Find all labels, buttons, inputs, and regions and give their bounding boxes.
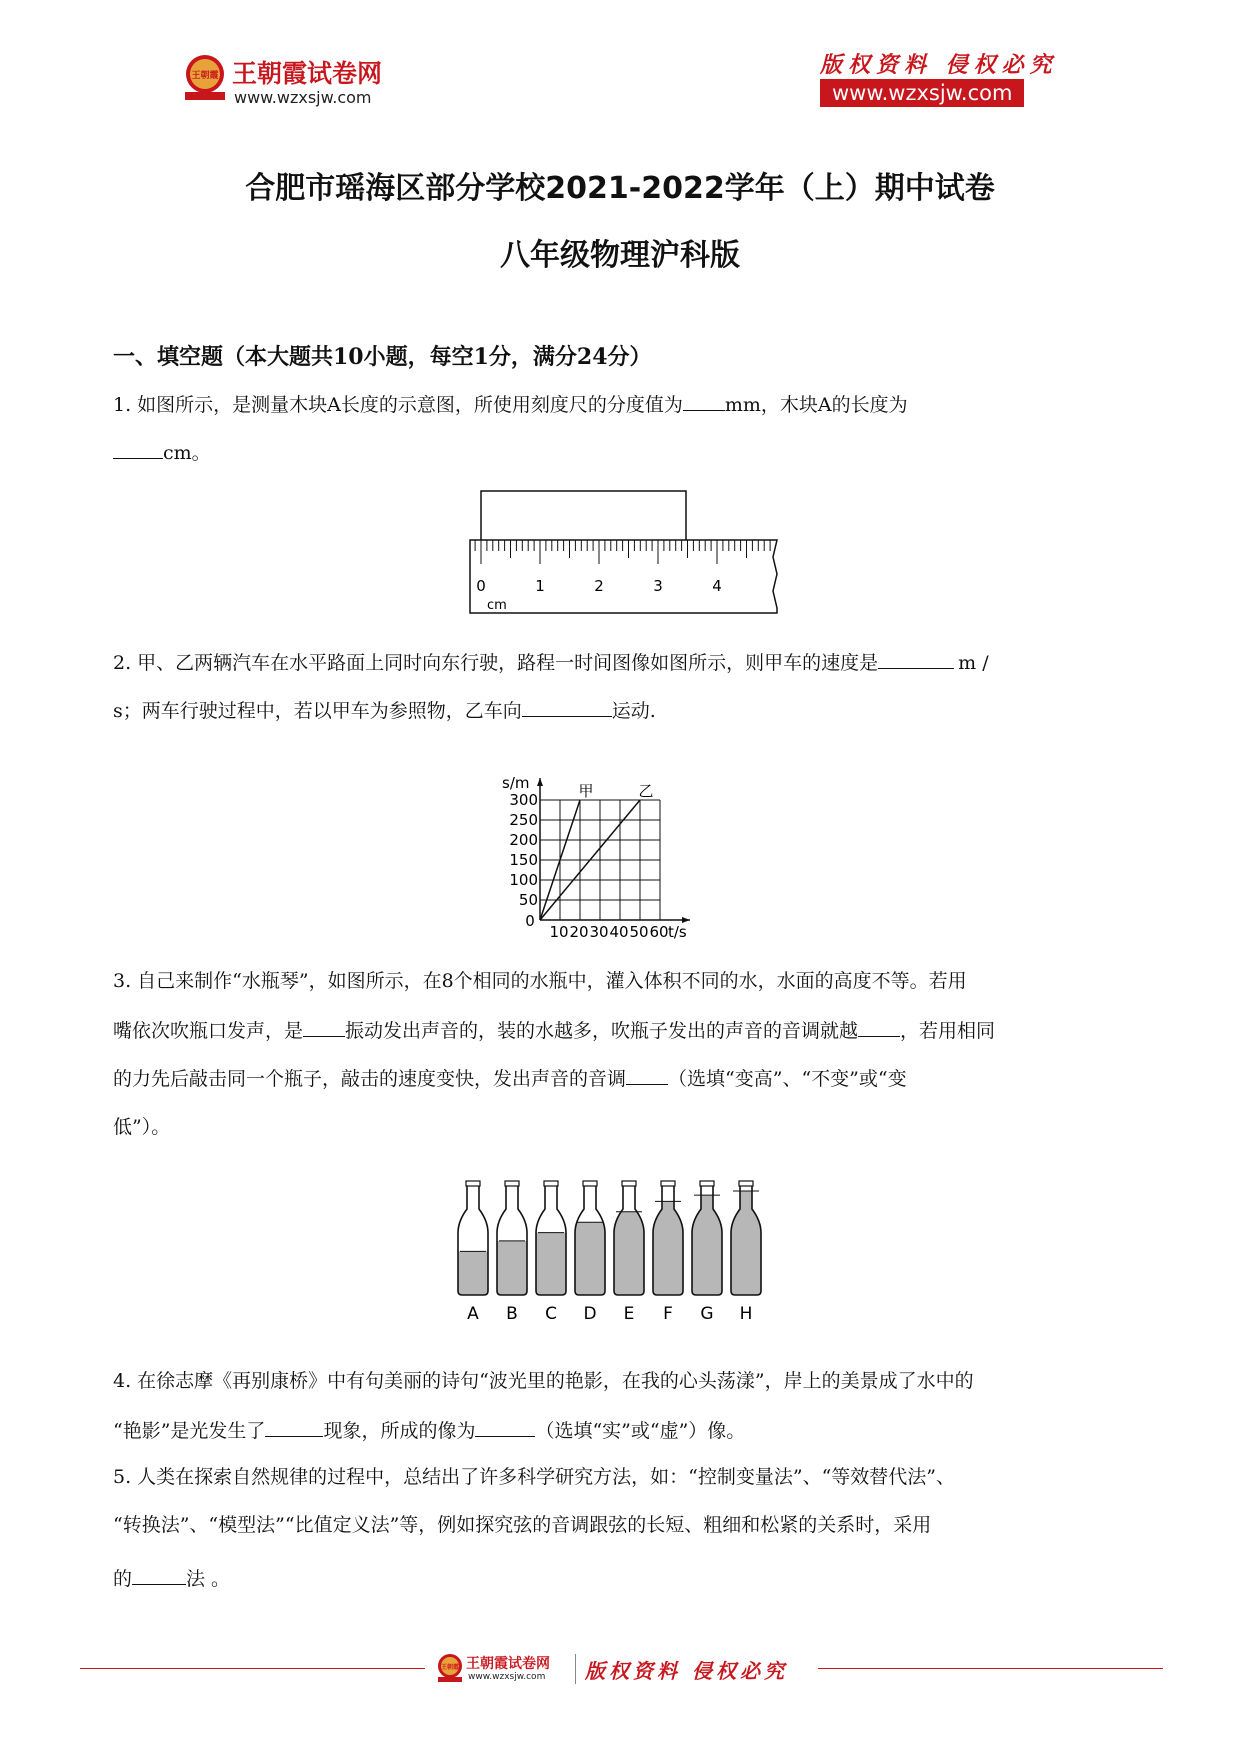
bottle-label: C	[545, 1304, 557, 1324]
distance-time-chart	[495, 748, 735, 948]
x-tick-label: 40	[609, 923, 629, 941]
wood-block-a	[481, 491, 686, 543]
bottle-C	[536, 1181, 566, 1324]
footer-rule-right	[818, 1668, 1163, 1669]
bottle-cap-rim	[505, 1181, 519, 1186]
y-tick-label: 200	[509, 831, 538, 849]
q3-text-a: 3. 自己来制作“水瓶琴”，如图所示，在8个相同的水瓶中，灌入体积不同的水，水面的高度不等。若用	[113, 970, 967, 992]
bottle-label: H	[739, 1304, 753, 1324]
footer-copyright: 版权资料 侵权必究	[585, 1659, 788, 1683]
q4-blank-2[interactable]	[475, 1418, 535, 1437]
question-3-line-3	[113, 1066, 907, 1090]
bottle-label: G	[700, 1304, 714, 1324]
question-1-line-1	[113, 392, 908, 416]
x-tick-label: 10	[549, 923, 569, 941]
ruler-label-0: 0	[476, 577, 486, 595]
bottle-water	[614, 1212, 644, 1295]
y-axis-label: s/m	[502, 774, 530, 792]
x-tick-label: 30	[589, 923, 609, 941]
q2-text-c: s；两车行驶过程中，若以甲车为参照物，乙车向	[113, 700, 522, 722]
question-5-line-1	[113, 1466, 955, 1488]
q2-text-d: 运动.	[611, 700, 656, 722]
question-2-line-2	[113, 698, 656, 722]
chart-grid	[540, 800, 660, 920]
q2-text-b: m /	[958, 652, 989, 674]
bottle-water	[458, 1251, 488, 1295]
question-5-line-2	[113, 1514, 931, 1536]
q3-blank-3[interactable]	[626, 1066, 668, 1085]
series-label-yi: 乙	[638, 782, 654, 800]
bottle-label: A	[467, 1304, 479, 1324]
y-tick-label: 250	[509, 811, 538, 829]
bottle-label: B	[506, 1304, 518, 1324]
origin-label: 0	[525, 912, 535, 930]
bottle-cap-rim	[700, 1181, 714, 1186]
y-axis-arrow	[537, 778, 543, 786]
bottle-water	[692, 1195, 722, 1295]
q4-text-a: 4. 在徐志摩《再别康桥》中有句美丽的诗句“波光里的艳影，在我的心头荡漾”，岸上的美景成了水中的	[113, 1370, 974, 1392]
logo-seal-icon	[182, 52, 228, 104]
footer-seal-text: 王朝霞	[440, 1664, 460, 1671]
bottle-cap-rim	[544, 1181, 558, 1186]
q3-text-f: （选填“变高”、“不变”或“变	[668, 1068, 907, 1090]
ruler-figure	[465, 485, 785, 620]
water-bottles-figure	[455, 1175, 785, 1335]
question-3-line-1	[113, 970, 967, 992]
header-logo	[182, 50, 422, 110]
q4-text-d: （选填“实”或“虚”）像。	[535, 1420, 746, 1442]
question-1-line-2	[113, 440, 211, 464]
bottle-water	[536, 1233, 566, 1295]
footer-logo-name: 王朝霞试卷网	[466, 1656, 550, 1672]
q1-blank-2[interactable]	[113, 440, 163, 459]
bottle-F	[653, 1181, 683, 1324]
page-title: 合肥市瑶海区部分学校2021-2022学年（上）期中试卷	[245, 171, 995, 206]
footer-logo-seal-icon	[436, 1652, 464, 1684]
y-tick-label: 300	[509, 791, 538, 809]
q5-text-c: 的	[113, 1568, 133, 1590]
q4-text-c: 现象，所成的像为	[323, 1420, 476, 1442]
series-label-jia: 甲	[578, 782, 594, 800]
bottle-D	[575, 1181, 605, 1324]
q3-text-g: 低”）。	[113, 1116, 171, 1138]
q4-blank-1[interactable]	[265, 1418, 323, 1437]
footer-logo-url: www.wzxsjw.com	[468, 1672, 546, 1682]
x-tick-label: 20	[569, 923, 589, 941]
logo-seal-text: 王朝霞	[191, 71, 219, 81]
q5-text-b: “转换法”、“模型法”“比值定义法”等，例如探究弦的音调跟弦的长短、粗细和松紧的关系时，采用	[113, 1514, 932, 1536]
bottle-cap-rim	[622, 1181, 636, 1186]
bottle-water	[497, 1241, 527, 1295]
ruler-label-3: 3	[653, 577, 663, 595]
logo-url: www.wzxsjw.com	[234, 88, 372, 107]
question-3-line-2	[113, 1018, 995, 1042]
q3-text-c: 振动发出声音的，装的水越多，吹瓶子发出的声音的音调就越	[345, 1020, 859, 1042]
q5-text-a: 5. 人类在探索自然规律的过程中，总结出了许多科学研究方法，如：“控制变量法”、“等效替代法”、	[113, 1466, 956, 1488]
section-heading: 一、填空题（本大题共10小题，每空1分，满分24分）	[113, 344, 652, 370]
x-tick-label: 60	[649, 923, 669, 941]
q2-text-a: 2. 甲、乙两辆汽车在水平路面上同时向东行驶，路程一时间图像如图所示，则甲车的速度是	[113, 652, 879, 674]
bottle-B	[497, 1181, 527, 1324]
x-axis-label: t/s	[668, 923, 687, 941]
y-tick-label: 150	[509, 851, 538, 869]
y-tick-label: 100	[509, 871, 538, 889]
bottle-cap-rim	[661, 1181, 675, 1186]
page-subtitle: 八年级物理沪科版	[500, 238, 740, 273]
q3-blank-2[interactable]	[858, 1018, 900, 1037]
ruler-unit: cm	[487, 598, 507, 613]
q1-text-c: cm。	[163, 442, 211, 464]
ruler-label-2: 2	[594, 577, 604, 595]
question-4-line-2	[113, 1418, 745, 1442]
site-url[interactable]: www.wzxsjw.com	[820, 79, 1024, 107]
bottle-label: E	[623, 1304, 635, 1324]
bottle-G	[692, 1181, 722, 1324]
bottle-water	[575, 1222, 605, 1295]
bottle-water	[731, 1191, 761, 1295]
q1-text-b: mm，木块A的长度为	[724, 394, 908, 416]
y-tick-label: 50	[518, 891, 538, 909]
q2-blank-1[interactable]	[878, 650, 954, 669]
q3-blank-1[interactable]	[303, 1018, 345, 1037]
q1-text-a: 1. 如图所示，是测量木块A长度的示意图，所使用刻度尺的分度值为	[113, 394, 683, 416]
chart-series	[540, 782, 654, 920]
bottle-cap-rim	[739, 1181, 753, 1186]
q1-blank-1[interactable]	[683, 392, 725, 411]
bottle-label: D	[583, 1304, 597, 1324]
question-4-line-1	[113, 1370, 974, 1392]
q3-text-e: 的力先后敲击同一个瓶子，敲击的速度变快，发出声音的音调	[113, 1068, 627, 1090]
question-3-line-4	[113, 1116, 170, 1138]
chart-ticks	[502, 774, 687, 941]
bottle-E	[614, 1181, 644, 1324]
bottle-cap-rim	[583, 1181, 597, 1186]
bottle-label: F	[663, 1304, 673, 1324]
footer-rule-left	[80, 1668, 425, 1669]
q2-blank-2[interactable]	[522, 698, 612, 717]
x-tick-label: 50	[629, 923, 649, 941]
question-5-line-3	[113, 1566, 230, 1590]
q3-text-b: 嘴依次吹瓶口发声，是	[113, 1020, 304, 1042]
bottle-cap-rim	[466, 1181, 480, 1186]
q3-text-d: ，若用相同	[900, 1020, 996, 1042]
q4-text-b: “艳影”是光发生了	[113, 1420, 266, 1442]
bottle-A	[458, 1181, 488, 1324]
question-2-line-1	[113, 650, 989, 674]
bottle-H	[731, 1181, 761, 1324]
q5-text-d: 法 。	[186, 1568, 231, 1590]
ruler-label-4: 4	[712, 577, 722, 595]
logo-name: 王朝霞试卷网	[232, 59, 383, 88]
copyright-notice: 版权资料 侵权必究	[820, 52, 1058, 78]
ruler-label-1: 1	[535, 577, 545, 595]
footer-divider	[575, 1654, 576, 1684]
q5-blank-1[interactable]	[132, 1566, 186, 1585]
